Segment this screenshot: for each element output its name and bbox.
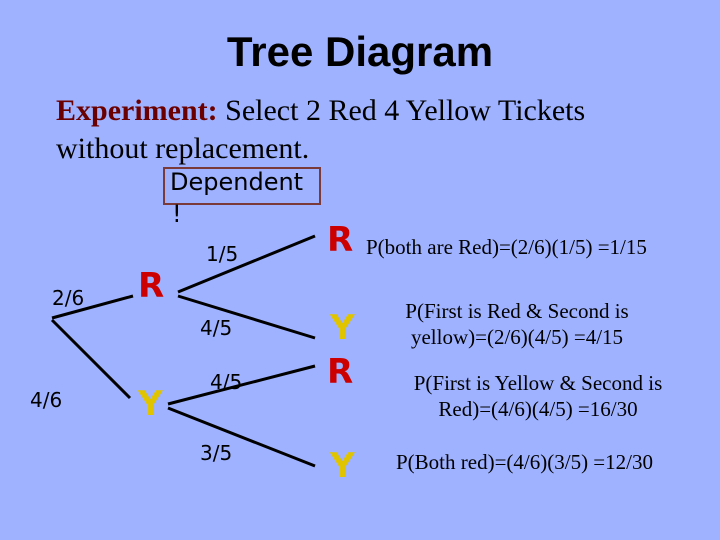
outcome-yellow-red [376, 370, 700, 422]
node-first-red: R [138, 266, 165, 306]
prob-yellow-then-yellow: 3/5 [200, 441, 233, 465]
prob-red-then-yellow: 4/5 [200, 316, 233, 340]
experiment-text-line2: without replacement. [56, 132, 310, 165]
node-first-yellow: Y [138, 384, 163, 424]
prob-first-yellow: 4/6 [30, 388, 63, 412]
outcome-yellow-red-line2: Red)=(4/6)(4/5) =16/30 [438, 397, 638, 421]
outcome-red-yellow-line2: yellow)=(2/6)(4/5) =4/15 [410, 325, 624, 349]
outcome-red-yellow [372, 298, 662, 350]
branch-yellow-yellow [168, 408, 315, 466]
outcome-red-yellow-line1: P(First is Red & Second is [405, 299, 629, 323]
dependent-exclamation: ! [172, 200, 182, 228]
node-yellow-yellow: Y [330, 446, 355, 486]
experiment-label: Experiment: [56, 94, 218, 127]
experiment-text-line1: Select 2 Red 4 Yellow Tickets [225, 94, 586, 127]
branch-red-yellow [178, 296, 315, 338]
node-red-red: R [327, 220, 354, 260]
outcome-yellow-red-line1: P(First is Yellow & Second is [413, 371, 663, 395]
prob-red-then-red: 1/5 [206, 242, 239, 266]
node-yellow-red: R [327, 352, 354, 392]
branch-red-red [178, 236, 315, 292]
prob-first-red: 2/6 [52, 286, 85, 310]
node-red-yellow: Y [330, 308, 355, 348]
outcome-red-red: P(both are Red)=(2/6)(1/5) =1/15 [366, 235, 647, 259]
outcome-yellow-yellow: P(Both red)=(4/6)(3/5) =12/30 [396, 450, 653, 474]
dependent-label: Dependent [170, 168, 304, 196]
prob-yellow-then-red: 4/5 [210, 370, 243, 394]
page-title: Tree Diagram [226, 28, 494, 75]
branch-root-yellow [52, 320, 130, 398]
